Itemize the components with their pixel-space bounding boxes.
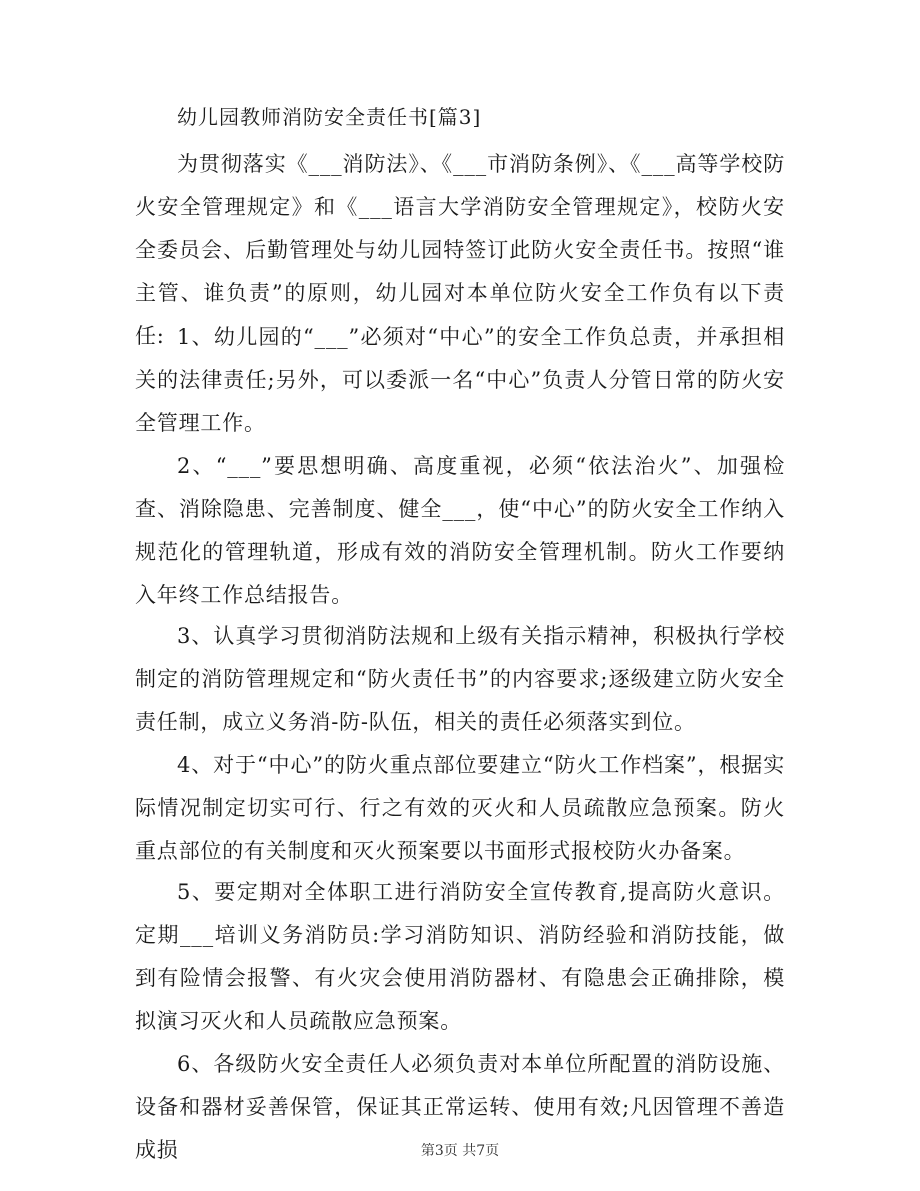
clause-paragraph-4: 4、对于“中心”的防火重点部位要建立“防火工作档案”，根据实际情况制定切实可行、行之有效的灭火和人员疏散应急预案。防火重点部位的有关制度和灭火预案要以书面形式报校防火办备案。 [135, 753, 785, 863]
clause-paragraph-2: 2、“___”要思想明确、高度重视，必须“依法治火”、加强检查、消除隐患、完善制度、健全___，使“中心”的防火安全工作纳入规范化的管理轨道，形成有效的消防安全管理机制。防火工作要纳入年终工作总结报告。 [135, 454, 785, 607]
clause-paragraph-5: 5、要定期对全体职工进行消防安全宣传教育,提高防火意识。定期___培训义务消防员:学习消防知识、消防经验和消防技能，做到有险情会报警、有火灾会使用消防器材、有隐患会正确排除，模拟演习灭火和人员疏散应急预案。 [135, 880, 785, 1033]
intro-paragraph: 为贯彻落实《___消防法》、《___市消防条例》、《___高等学校防火安全管理规定》和《___语言大学消防安全管理规定》，校防火安全委员会、后勤管理处与幼儿园特签订此防火安全责任书。按照“谁主管、谁负责”的原则，幼儿园对本单位防火安全工作负有以下责任: [135, 152, 785, 348]
clause-paragraph-1: 1、幼儿园的“___”必须对“中心”的安全工作负总责，并承担相关的法律责任;另外，可以委派一名“中心”负责人分管日常的防火安全管理工作。 [135, 325, 785, 435]
clause-paragraph-3: 3、认真学习贯彻消防法规和上级有关指示精神，积极执行学校制定的消防管理规定和“防火责任书”的内容要求;逐级建立防火安全责任制，成立义务消-防-队伍，相关的责任必须落实到位。 [135, 624, 785, 734]
clause-paragraph-6: 6、各级防火安全责任人必须负责对本单位所配置的消防设施、设备和器材妥善保管，保证其正常运转、使用有效;凡因管理不善造成损 [135, 1052, 785, 1162]
page-number-footer: 第3页 共7页 [420, 1143, 500, 1159]
document-title: 幼儿园教师消防安全责任书[篇3] [177, 105, 482, 129]
